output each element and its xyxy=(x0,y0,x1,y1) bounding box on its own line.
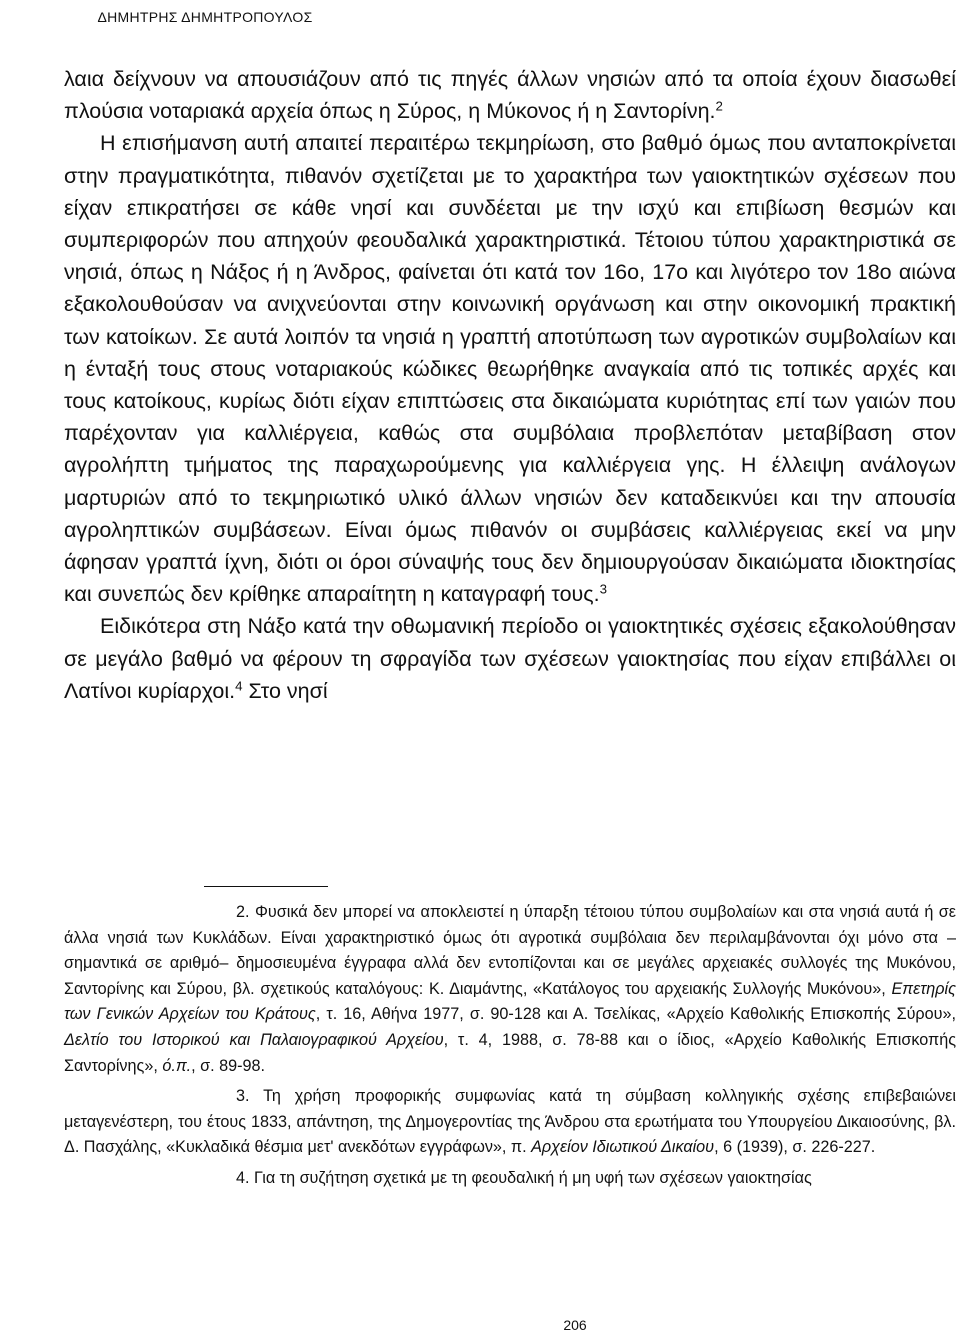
footnote-2-text-end: , σ. 89-98. xyxy=(191,1056,266,1075)
footnote-3 xyxy=(64,1084,956,1161)
footnote-ref-3[interactable]: 3 xyxy=(599,581,608,597)
body-text xyxy=(64,63,956,707)
footnote-3-text: 3. Τη χρήση προφορικής συμφωνίας κατά τη σύμβαση κολληγικής σχέσης επιβεβαιώνει μεταγενέστερη, του έτους 1833, απάντηση, της Δημογεροντίας της Άνδρου στα ερωτήματα του Υπουργείου Δικαιοσύνης, βλ. Δ. Πασχάλης, «Κυκλαδικά θέσμια μετ' ανεκδότων εγγράφων», π. xyxy=(64,1087,956,1157)
footnote-separator xyxy=(204,886,328,887)
running-head: ΔΗΜΗΤΡΗΣ ΔΗΜΗΤΡΟΠΟΥΛΟΣ xyxy=(97,9,313,25)
footnote-4-text: 4. Για τη συζήτηση σχετικά με τη φεουδαλική ή μη υφή των σχέσεων γαιοκτησίας xyxy=(236,1168,812,1187)
paragraph-1 xyxy=(64,63,956,127)
paragraph-2 xyxy=(64,127,956,610)
paragraph-3 xyxy=(64,610,956,707)
footnote-2-text: 2. Φυσικά δεν μπορεί να αποκλειστεί η ύπαρξη τέτοιου τύπου συμβολαίων και στα νησιά αυτά ή σε άλλα νησιά των Κυκλάδων. Είναι χαρακτηριστικό όμως ότι αγροτικά συμβόλαια δεν περιλαμβάνονται όχι μόνο στα –σημαντικά σε αριθμό– δημοσιευμένα έγγραφα αλλά δεν εντοπίζονται και σε μεγάλες αρχειακές συλλογές της Μυκόνου, Σαντορίνης και Σύρου, βλ. σχετικούς καταλόγους: Κ. Διαμάντης, «Κατάλογος του αρχειακής Συλλογής Μυκόνου», xyxy=(64,903,956,998)
footnote-2-journal-title: Επετηρίς των Γενικών Αρχείων του Κράτους xyxy=(64,979,956,1024)
paragraph-3-text: Ειδικότερα στη Νάξο κατά την οθωμανική περίοδο οι γαιοκτητικές σχέσεις εξακολούθησαν σε μεγάλο βαθμό να φέρουν τη σφραγίδα των σχέσεων γαιοκτησίας που είχαν επιβάλλει οι Λατίνοι κυρίαρχοι. xyxy=(64,614,956,703)
paragraph-1-text: λαια δείχνουν να απουσιάζουν από τις πηγές άλλων νησιών από τα οποία έχουν διασωθεί πλούσια νοταριακά αρχεία όπως η Σύρος, η Μύκονος ή η Σαντορίνη. xyxy=(64,67,956,124)
footnote-2-op-cit: ό.π. xyxy=(162,1056,192,1075)
footnote-3-text-end: , 6 (1939), σ. 226-227. xyxy=(714,1138,876,1157)
footnote-3-journal-title: Αρχείον Ιδιωτικού Δικαίου xyxy=(531,1138,715,1157)
footnote-ref-2[interactable]: 2 xyxy=(715,98,723,114)
footnote-2-text-cont-2: , τ. 4, 1988, σ. 78-88 και ο ίδιος, «Αρχείο Καθολικής Επισκοπής Σαντορίνης», xyxy=(64,1030,957,1075)
page-number: 206 xyxy=(563,1317,587,1333)
footnote-2-bulletin-title: Δελτίο του Ιστορικού και Παλαιογραφικού Αρχείου xyxy=(64,1030,444,1049)
paragraph-2-text: Η επισήμανση αυτή απαιτεί περαιτέρω τεκμηρίωση, στο βαθμό όμως που ανταποκρίνεται στην πραγματικότητα, πιθανόν σχετίζεται με το χαρακτήρα των γαιοκτητικών σχέσεων που είχαν επικρατήσει σε κάθε νησί και συνδέεται με την ισχύ και επιβίωση θεσμών και συμπεριφορών που απηχούν φεουδαλικά χαρακτηριστικά. Τέτοιου τύπου χαρακτηριστικά σε νησιά, όπως η Νάξος ή η Άνδρος, φαίνεται ότι κατά τον 16ο, 17ο και λιγότερο τον 18ο αιώνα εξακολουθούσαν να ανιχνεύονται στην κοινωνική οργάνωση και στην οικονομική πρακτική των κατοίκων. Σε αυτά λοιπόν τα νησιά η γραπτή αποτύπωση των αγροτικών συμβολαίων και η ένταξή τους στους νοταριακούς κώδικες θεωρήθηκε αναγκαία από τις τοπικές αρχές και τους κατοίκους, κυρίως διότι είχαν επιπτώσεις στα δικαιώματα κυριότητας επί των γαιών που παρέχονταν για καλλιέργεια, καθώς στα συμβόλαια προβλεπόταν μεταβίβαση στον αγρολήπτη τμήματος της παραχωρούμενης για καλλιέργεια γης. Η έλλειψη ανάλογων μαρτυριών από το τεκμηριωτικό υλικό άλλων νησιών δεν καταδεικνύει και την απουσία αγροληπτικών συμβάσεων. Είναι όμως πιθανόν οι συμβάσεις καλλιέργειας εκεί να μην άφησαν γραπτά ίχνη, διότι οι όροι σύναψής τους δεν δημιουργούσαν δικαιώματα ιδιοκτησίας και συνεπώς δεν κρίθηκε απαραίτητη η καταγραφή τους. xyxy=(64,131,956,607)
footnote-2-text-cont: , τ. 16, Αθήνα 1977, σ. 90-128 και Α. Τσελίκας, «Αρχείο Καθολικής Επισκοπής Σύρου», xyxy=(315,1005,956,1024)
paragraph-3-continuation: Στο νησί xyxy=(242,678,328,703)
footnote-ref-4[interactable]: 4 xyxy=(235,678,243,694)
footnote-2 xyxy=(64,900,956,1079)
footnotes xyxy=(64,900,956,1192)
footnote-4 xyxy=(64,1166,956,1192)
